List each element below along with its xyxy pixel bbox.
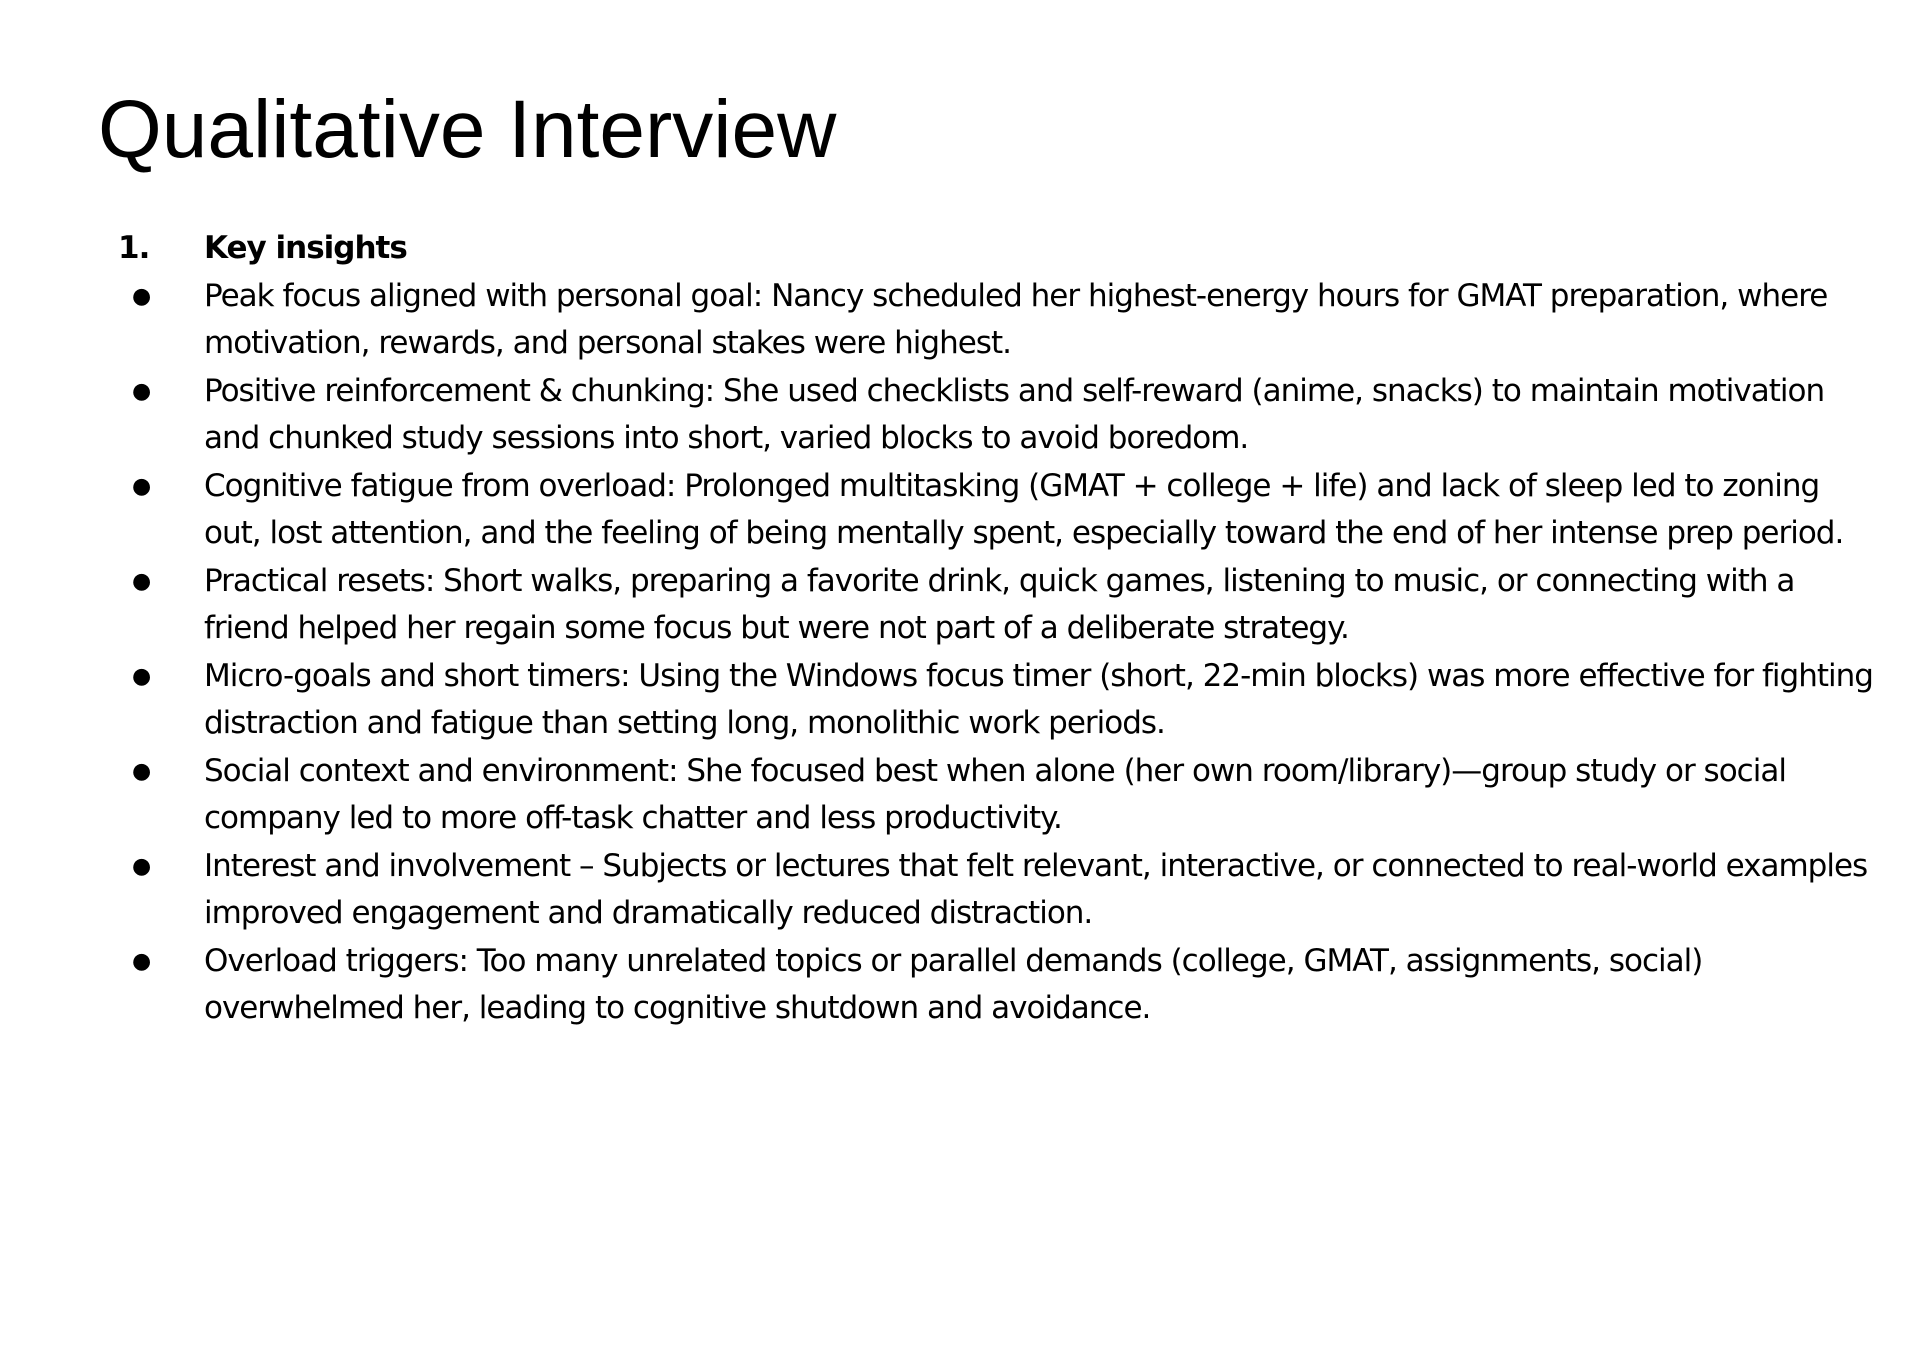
list-item bbox=[118, 843, 1878, 938]
list-item-text: Social context and environment: She focused best when alone (her own room/library)—group study or social company led to more off-task chatter and less productivity. bbox=[204, 752, 1786, 836]
page-title: Qualitative Interview bbox=[98, 84, 837, 175]
list-item-text: Practical resets: Short walks, preparing a favorite drink, quick games, listening to music, or connecting with a friend helped her regain some focus but were not part of a deliberate strategy. bbox=[204, 562, 1795, 646]
list-item bbox=[118, 748, 1878, 843]
list-item-text: Overload triggers: Too many unrelated topics or parallel demands (college, GMAT, assignments, social) overwhelmed her, leading to cognitive shutdown and avoidance. bbox=[204, 942, 1703, 1026]
list-item-text: Cognitive fatigue from overload: Prolonged multitasking (GMAT + college + life) and lack of sleep led to zoning out, lost attention, and the feeling of being mentally spent, especially toward the end of her intense prep period. bbox=[204, 467, 1844, 551]
insights-list bbox=[118, 273, 1878, 1033]
list-item-text: Positive reinforcement & chunking: She used checklists and self-reward (anime, snacks) to maintain motivation and chunked study sessions into short, varied blocks to avoid boredom. bbox=[204, 372, 1825, 456]
section-heading bbox=[118, 225, 1878, 273]
bullet-icon: ● bbox=[132, 568, 151, 594]
list-item bbox=[118, 273, 1878, 368]
section-number: 1. bbox=[118, 230, 150, 266]
bullet-icon: ● bbox=[132, 948, 151, 974]
bullet-icon: ● bbox=[132, 283, 151, 309]
bullet-icon: ● bbox=[132, 663, 151, 689]
list-item bbox=[118, 938, 1878, 1033]
bullet-icon: ● bbox=[132, 378, 151, 404]
list-item bbox=[118, 558, 1878, 653]
list-item bbox=[118, 368, 1878, 463]
key-insights-section bbox=[118, 225, 1878, 1033]
list-item-text: Interest and involvement – Subjects or lectures that felt relevant, interactive, or connected to real-world examples improved engagement and dramatically reduced distraction. bbox=[204, 847, 1868, 931]
list-item-text: Peak focus aligned with personal goal: Nancy scheduled her highest-energy hours for GMAT preparation, where motivation, rewards, and personal stakes were highest. bbox=[204, 277, 1828, 361]
list-item-text: Micro-goals and short timers: Using the Windows focus timer (short, 22-min blocks) was more effective for fighting distraction and fatigue than setting long, monolithic work periods. bbox=[204, 657, 1873, 741]
list-item bbox=[118, 463, 1878, 558]
bullet-icon: ● bbox=[132, 758, 151, 784]
bullet-icon: ● bbox=[132, 853, 151, 879]
list-item bbox=[118, 653, 1878, 748]
bullet-icon: ● bbox=[132, 473, 151, 499]
section-heading-label: Key insights bbox=[204, 230, 407, 266]
